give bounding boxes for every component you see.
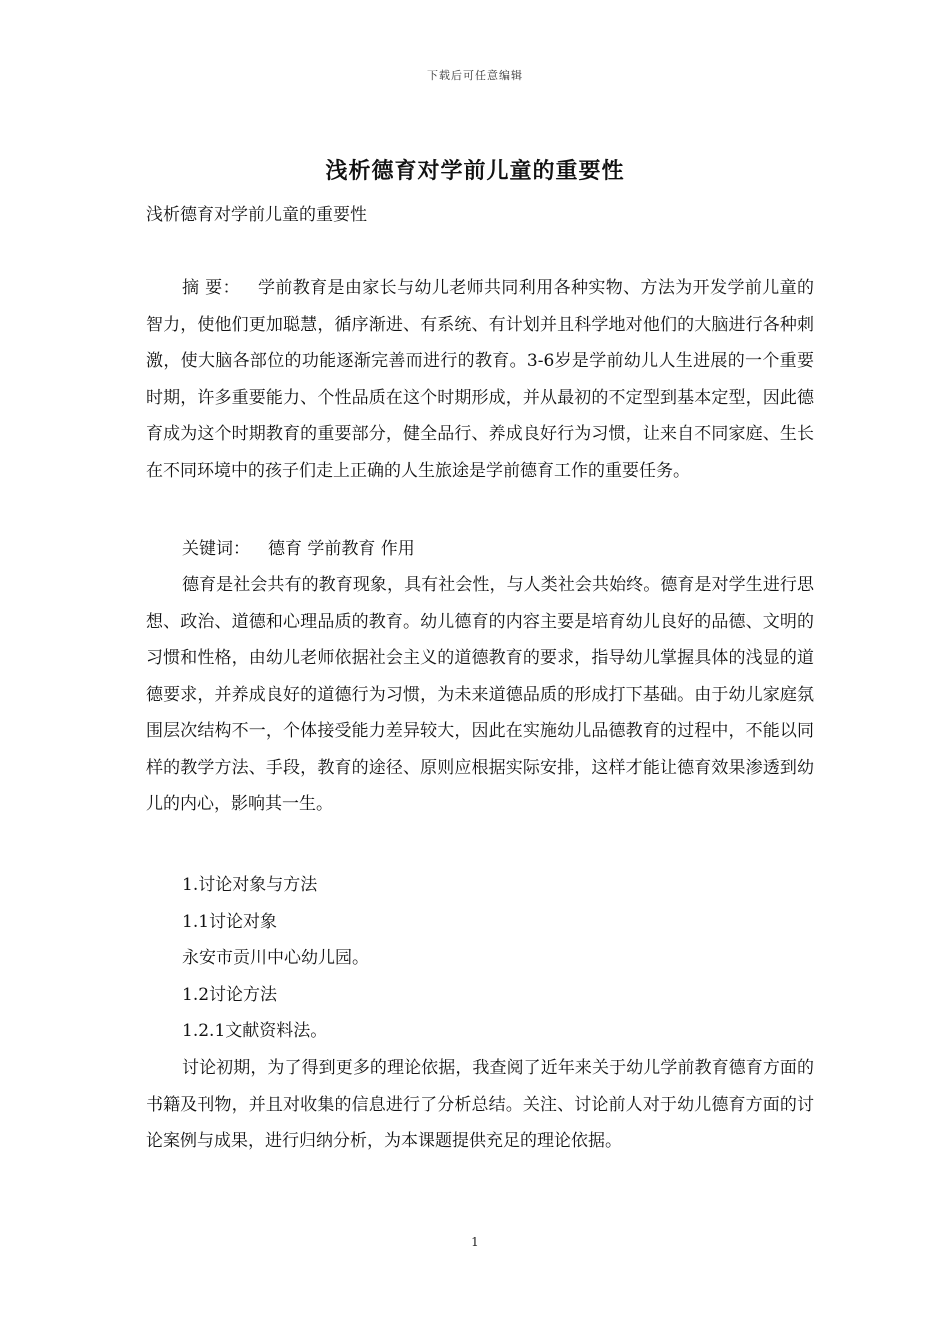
header-note: 下载后可任意编辑 — [427, 69, 523, 82]
abstract-label: 摘 要： — [182, 278, 240, 298]
document-subtitle: 浅析德育对学前儿童的重要性 — [146, 205, 367, 225]
method-paragraph: 讨论初期，为了得到更多的理论依据，我查阅了近年来关于幼儿学前教育德育方面的书籍及刊物，并且对收集的信息进行了分析总结。关注、讨论前人对于幼儿德育方面的讨论案例与成果，进行归纳分析，为本课题提供充足的理论依据。 — [146, 1058, 814, 1151]
page-number: 1 — [471, 1235, 479, 1249]
section-heading-1: 1.讨论对象与方法 — [182, 875, 318, 895]
abstract-paragraph — [146, 270, 814, 489]
section-heading-1-1: 1.1讨论对象 — [182, 912, 278, 932]
section-heading-1-2-1: 1.2.1文献资料法。 — [182, 1021, 328, 1041]
intro-paragraph: 德育是社会共有的教育现象，具有社会性，与人类社会共始终。德育是对学生进行思想、政治、道德和心理品质的教育。幼儿德育的内容主要是培育幼儿良好的品德、文明的习惯和性格，由幼儿老师依据社会主义的道德教育的要求，指导幼儿掌握具体的浅显的道德要求，并养成良好的道德行为习惯，为未来道德品质的形成打下基础。由于幼儿家庭氛围层次结构不一，个体接受能力差异较大，因此在实施幼儿品德教育的过程中，不能以同样的教学方法、手段，教育的途径、原则应根据实际安排，这样才能让德育效果渗透到幼儿的内心，影响其一生。 — [146, 575, 814, 814]
document-title: 浅析德育对学前儿童的重要性 — [325, 159, 625, 184]
keywords-label: 关键词： — [182, 539, 250, 559]
section-heading-1-2: 1.2讨论方法 — [182, 985, 278, 1005]
keywords-line — [182, 531, 415, 568]
section-1-1-text: 永安市贡川中心幼儿园。 — [182, 948, 369, 968]
keywords-text: 德育 学前教育 作用 — [268, 539, 415, 559]
abstract-text: 学前教育是由家长与幼儿老师共同利用各种实物、方法为开发学前儿童的智力，使他们更加聪慧，循序渐进、有系统、有计划并且科学地对他们的大脑进行各种刺激，使大脑各部位的功能逐渐完善而进行的教育。3-6岁是学前幼儿人生进展的一个重要时期，许多重要能力、个性品质在这个时期形成，并从最初的不定型到基本定型，因此德育成为这个时期教育的重要部分，健全品行、养成良好行为习惯，让来自不同家庭、生长在不同环境中的孩子们走上正确的人生旅途是学前德育工作的重要任务。 — [146, 278, 815, 481]
